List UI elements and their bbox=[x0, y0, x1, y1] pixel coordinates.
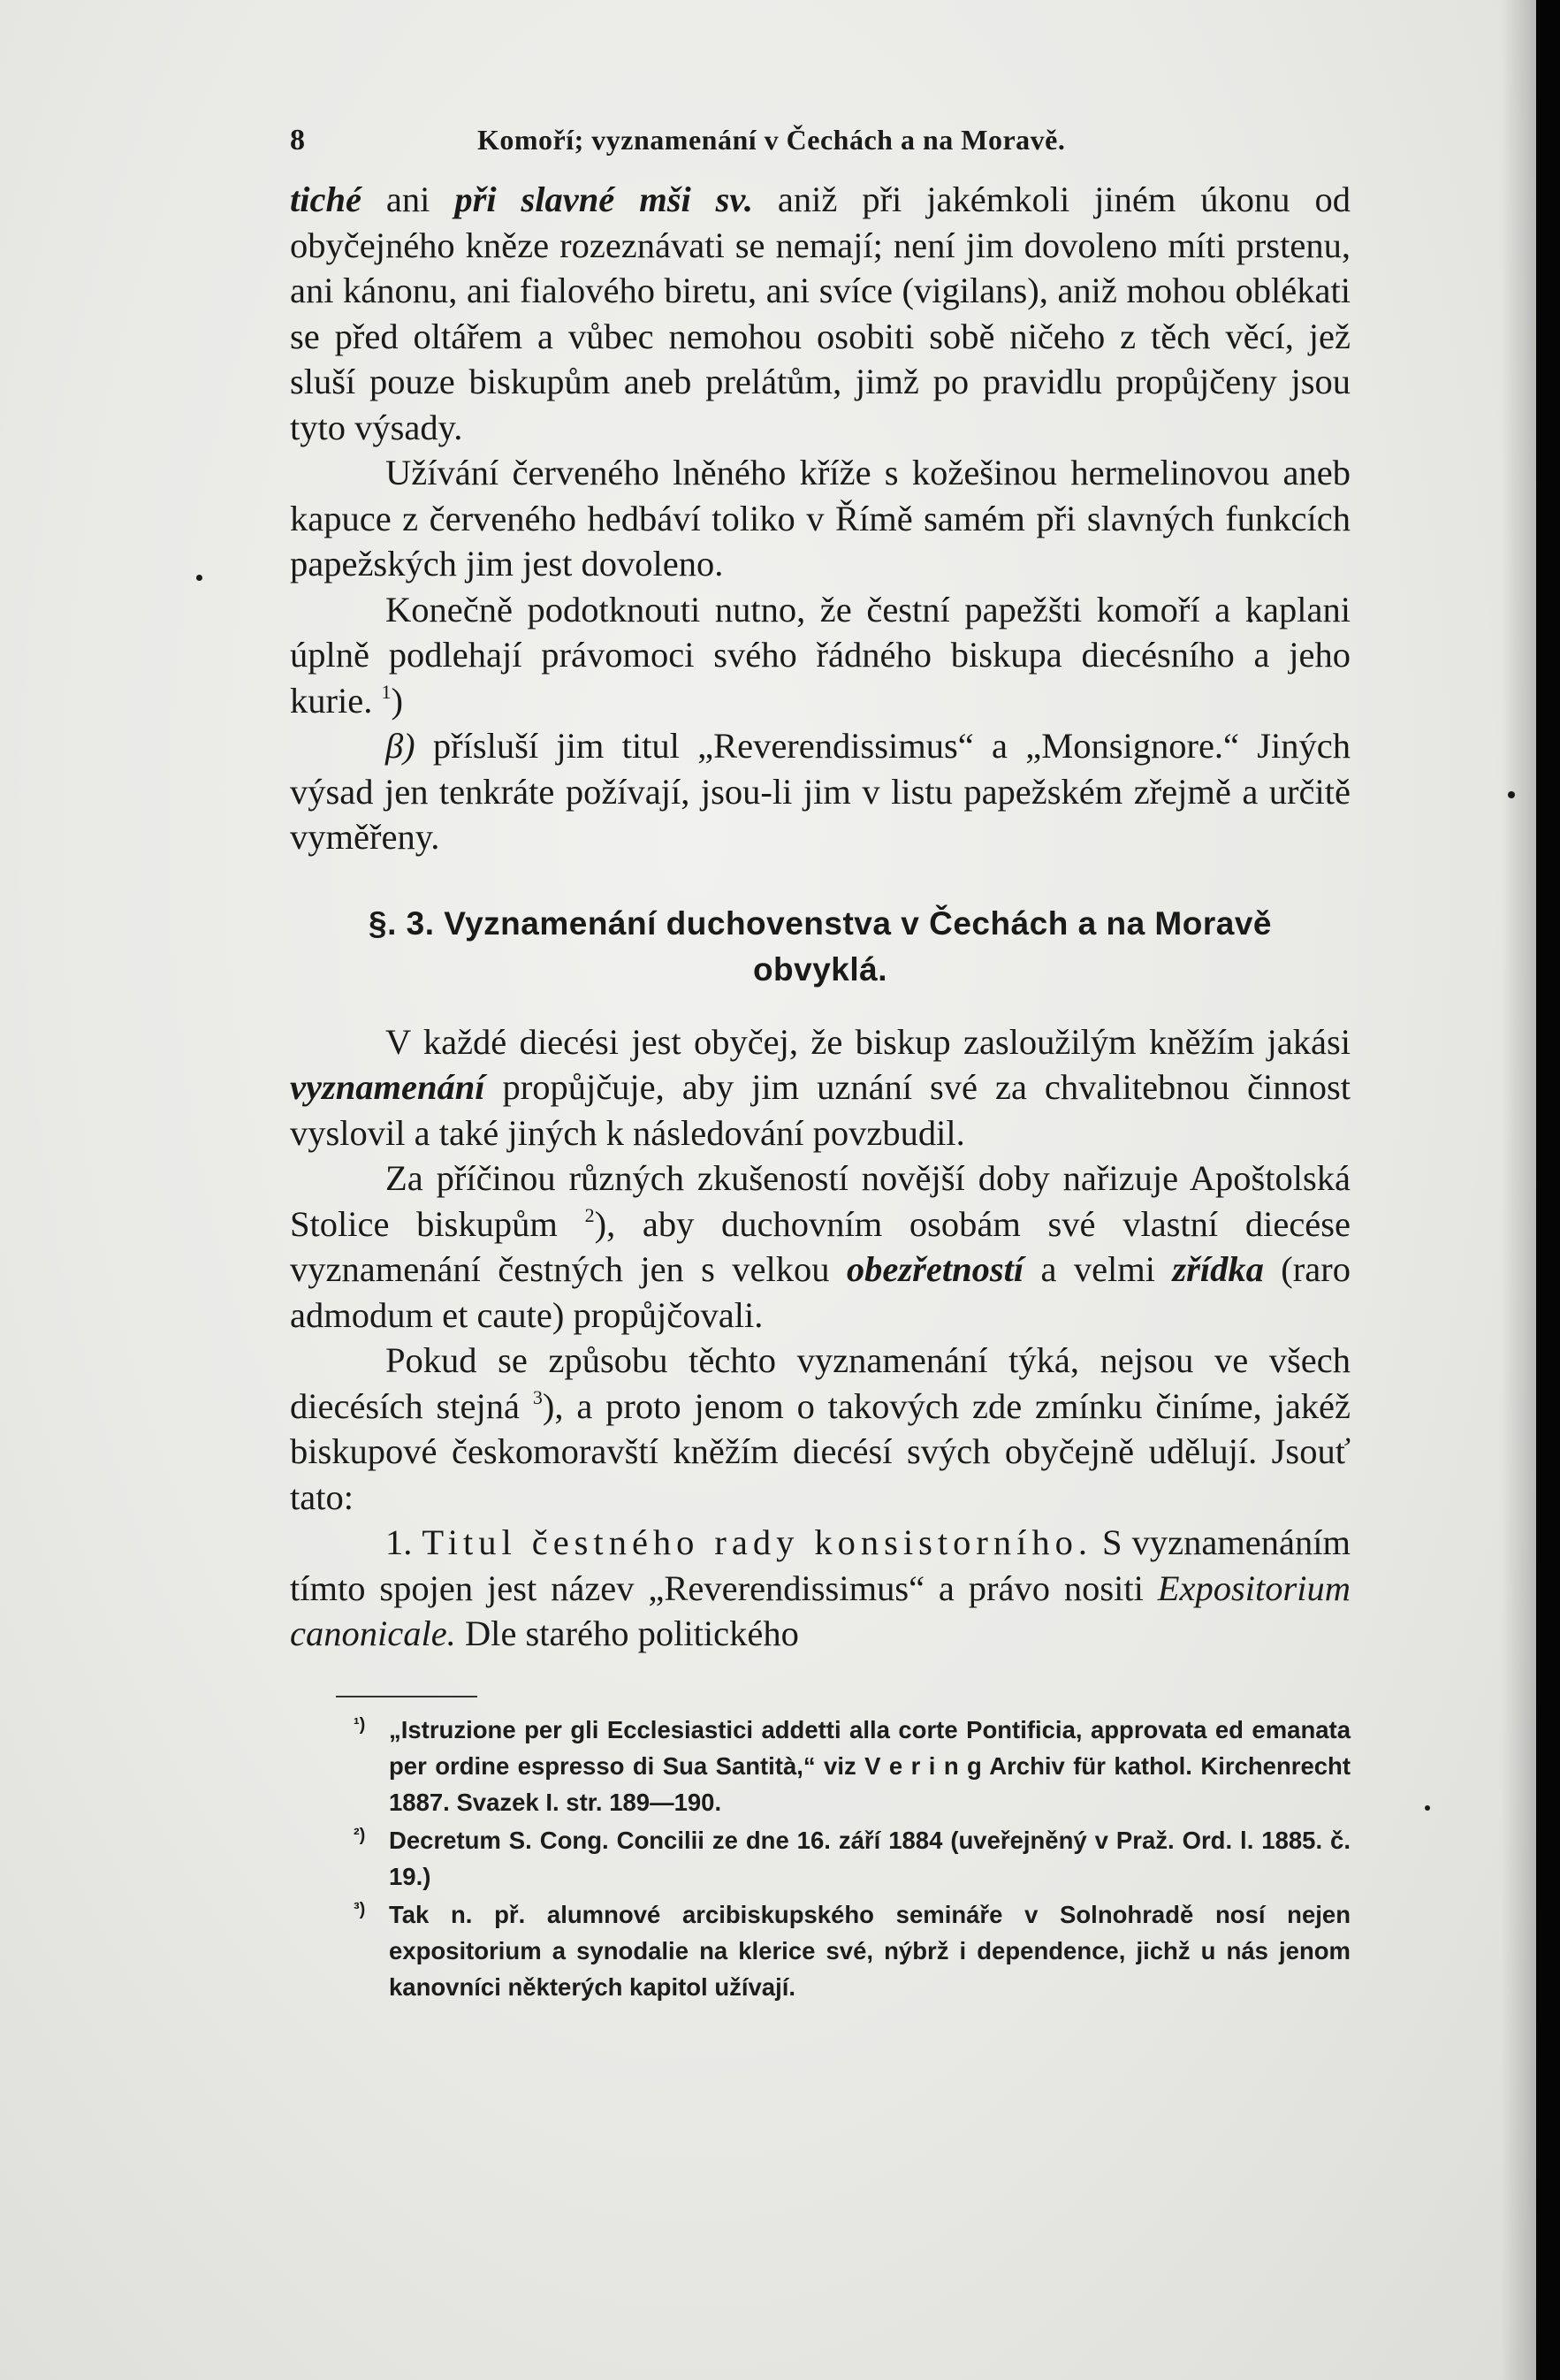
page-text bbox=[290, 124, 1351, 2007]
text-run: Dle starého politického bbox=[455, 1613, 799, 1653]
footnote-marker: ¹) bbox=[354, 1714, 366, 1735]
section-heading-line: obvyklá. bbox=[752, 950, 888, 988]
scan-border bbox=[1536, 0, 1560, 2380]
text-run: (raro admodum et caute) propůjčovali. bbox=[290, 1249, 1351, 1335]
paragraph-8 bbox=[290, 1520, 1351, 1657]
section-heading-line: §. 3. Vyznamenání duchovenstva v Čechách a na Moravě bbox=[369, 904, 1272, 942]
text-run: Pokud se způsobu těchto vyznamenání týká, nejsou ve všech diecésích stejná bbox=[290, 1340, 1351, 1426]
text-run: aniž při jakémkoli jiném úkonu od obyčejného kněze rozeznávati se nemají; není jim dovoleno míti prstenu, ani kánonu, ani fialového biretu, ani svíce (vigilans), aniž mohou oblékati se před oltářem a vůbec nemohou osobiti sobě ničeho z těch věcí, jež sluší pouze biskupům aneb prelátům, jimž po pravidlu propůjčeny jsou tyto výsady. bbox=[290, 179, 1351, 447]
paragraph-7 bbox=[290, 1338, 1351, 1520]
footnote-text: Tak n. př. alumnové arcibiskupského semináře v Solnohradě nosí nejen expositorium a synodalie na klerice své, nýbrž i dependence, jichž u nás jenom kanovníci některých kapitol užívají. bbox=[389, 1900, 1351, 2001]
footnote-rule bbox=[336, 1696, 477, 1697]
italic-phrase: Expositorium canonicale. bbox=[290, 1568, 1351, 1653]
spaced-heading: Titul čestného rady konsistorního. bbox=[422, 1522, 1093, 1562]
paragraph-4 bbox=[290, 723, 1351, 860]
running-head-title: Komoří; vyznamenání v Čechách a na Moravě. bbox=[477, 124, 1066, 156]
footnote-1 bbox=[354, 1712, 1351, 1820]
footnote-text: Decretum S. Cong. Concilii ze dne 16. září 1884 (uveřejněný v Praž. Ord. l. 1885. č. 19.) bbox=[389, 1826, 1351, 1890]
paragraph-5 bbox=[290, 1019, 1351, 1156]
paragraph-1 bbox=[290, 177, 1351, 450]
text-run: Konečně podotknouti nutno, že čestní papežšti komoří a kaplani úplně podlehají právomoci svého řádného biskupa diecésního a jeho kurie. bbox=[290, 589, 1351, 721]
text-run: ), a proto jenom o takových zde zmínku činíme, jakéž biskupové českomoravští kněžím diecésí svých obyčejně udělují. Jsouť tato: bbox=[290, 1385, 1351, 1517]
footnote-ref-1[interactable]: 1 bbox=[381, 680, 392, 703]
scan-speck bbox=[1508, 791, 1515, 798]
footnote-marker: ³) bbox=[354, 1899, 366, 1919]
section-heading bbox=[290, 901, 1351, 993]
text-run: propůjčuje, aby jim uznání své za chvalitebnou činnost vyslovil a také jiných k následování povzbudil. bbox=[290, 1067, 1351, 1153]
italic-phrase: při slavné mši sv. bbox=[454, 179, 753, 219]
footnote-3 bbox=[354, 1896, 1351, 2005]
footnote-ref-2[interactable]: 2 bbox=[584, 1203, 595, 1226]
list-number: 1. bbox=[385, 1522, 422, 1562]
text-run: ) bbox=[391, 680, 403, 721]
running-head bbox=[290, 124, 1351, 177]
italic-phrase: tiché bbox=[290, 179, 361, 219]
italic-phrase: vyznamenání bbox=[290, 1067, 485, 1107]
text-run: ani bbox=[361, 179, 455, 219]
text-run: přísluší jim titul „Reverendissimus“ a „Monsignore.“ Jiných výsad jen tenkráte požívají, jsou-li jim v listu papežském zřejmě a určitě vyměřeny. bbox=[290, 726, 1351, 857]
text-run: V každé diecési jest obyčej, že biskup zasloužilým kněžím jakási bbox=[385, 1021, 1351, 1062]
page-number: 8 bbox=[290, 124, 305, 156]
text-run: ), aby duchovním osobám své vlastní diecése vyznamenání čestných jen s velkou bbox=[290, 1203, 1351, 1289]
text-run: Užívání červeného lněného kříže s kožešinou hermelinovou aneb kapuce z červeného hedbáví toliko v Římě samém při slavných funkcích papežských jim jest dovoleno. bbox=[290, 453, 1351, 584]
text-run: S vyznamenáním tímto spojen jest název „Reverendissimus“ a právo nositi bbox=[290, 1522, 1351, 1608]
footnote-text: „Istruzione per gli Ecclesiastici addetti alla corte Pontificia, approvata ed emanata per ordine espresso di Sua Santità,“ viz V e r i n g Archiv für kathol. Kirchenrecht 1887. Svazek I. str. 189—190. bbox=[389, 1715, 1351, 1816]
scan-speck bbox=[1425, 1805, 1430, 1811]
text-run: Za příčinou různých zkušeností novější doby nařizuje Apoštolská Stolice biskupům bbox=[290, 1158, 1351, 1244]
footnote-2 bbox=[354, 1822, 1351, 1895]
italic-phrase: zřídka bbox=[1172, 1249, 1264, 1289]
footnote-marker: ²) bbox=[354, 1825, 366, 1845]
italic-phrase: obezřetností bbox=[846, 1249, 1024, 1289]
paragraph-6 bbox=[290, 1156, 1351, 1338]
list-marker: β) bbox=[385, 726, 415, 766]
scan-speck bbox=[196, 575, 202, 581]
paragraph-2 bbox=[290, 450, 1351, 587]
text-run: a velmi bbox=[1024, 1249, 1173, 1289]
footnote-ref-3[interactable]: 3 bbox=[532, 1385, 543, 1408]
paragraph-3 bbox=[290, 587, 1351, 724]
